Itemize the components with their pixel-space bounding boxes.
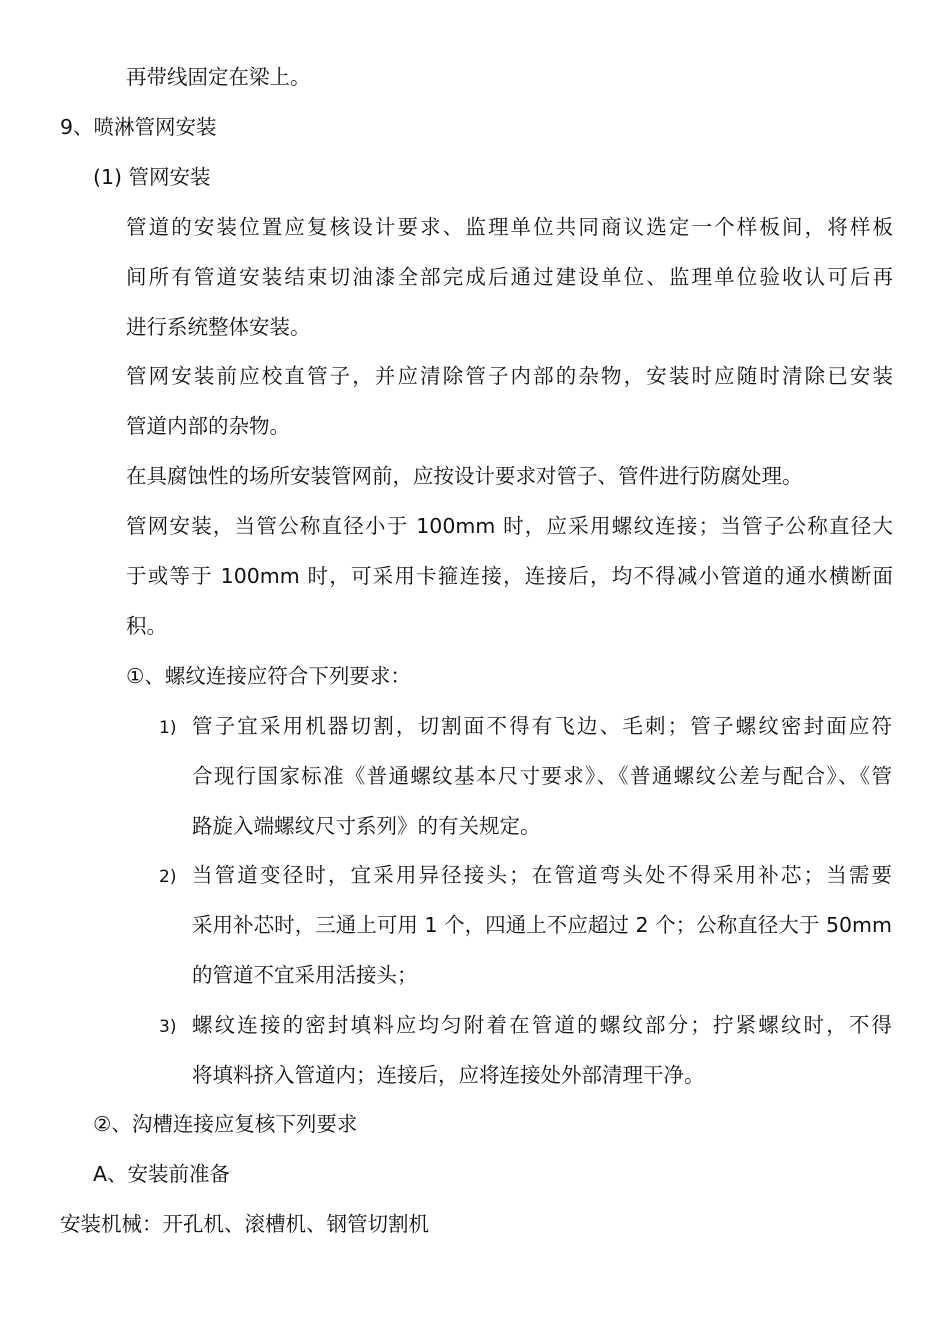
clause-heading-2: ②、沟槽连接应复核下列要求 [93,1112,358,1136]
list-item-line: 路旋入端螺纹尺寸系列》的有关规定。 [192,814,541,838]
list-item-line: 螺纹连接的密封填料应均匀附着在管道的螺纹部分；拧紧螺纹时，不得 [192,1013,892,1037]
list-marker: 1) [159,718,177,738]
subsection-heading-1: (1) 管网安装 [93,165,211,189]
clause-subheading-a: A、安装前准备 [93,1162,231,1186]
paragraph-line: 进行系统整体安装。 [126,315,311,339]
list-item-line: 将填料挤入管道内；连接后，应将连接处外部清理干净。 [192,1063,705,1087]
clause-heading-1: ①、螺纹连接应符合下列要求： [126,664,411,688]
paragraph-line: 积。 [126,614,167,638]
paragraph-line: 管道的安装位置应复核设计要求、监理单位共同商议选定一个样板间，将样板 [126,215,893,239]
paragraph-line: 在具腐蚀性的场所安装管网前，应按设计要求对管子、管件进行防腐处理。 [126,464,803,488]
paragraph-line: 于或等于 100mm 时，可采用卡箍连接，连接后，均不得减小管道的通水横断面 [126,564,893,588]
paragraph-line: 间所有管道安装结束切油漆全部完成后通过建设单位、监理单位验收认可后再 [126,265,893,289]
list-item-line: 当管道变径时，宜采用异径接头；在管道弯头处不得采用补芯；当需要 [192,863,892,887]
paragraph-line: 管网安装前应校直管子，并应清除管子内部的杂物，安装时应随时清除已安装 [126,364,893,388]
text-line: 安装机械：开孔机、滚槽机、钢管切割机 [60,1212,429,1236]
paragraph-line: 管网安装，当管公称直径小于 100mm 时，应采用螺纹连接；当管子公称直径大 [126,514,893,538]
text-line: 再带线固定在梁上。 [126,65,311,89]
list-item-line: 合现行国家标准《普通螺纹基本尺寸要求》、《普通螺纹公差与配合》、《管 [192,764,892,788]
list-item-line: 采用补芯时，三通上可用 1 个，四通上不应超过 2 个；公称直径大于 50mm [192,913,892,937]
section-heading-9: 9、喷淋管网安装 [60,115,217,139]
list-item-line: 的管道不宜采用活接头； [192,963,418,987]
paragraph-line: 管道内部的杂物。 [126,414,290,438]
list-marker: 2) [159,867,177,887]
list-marker: 3) [159,1017,177,1037]
list-item-line: 管子宜采用机器切割，切割面不得有飞边、毛刺；管子螺纹密封面应符 [192,714,892,738]
